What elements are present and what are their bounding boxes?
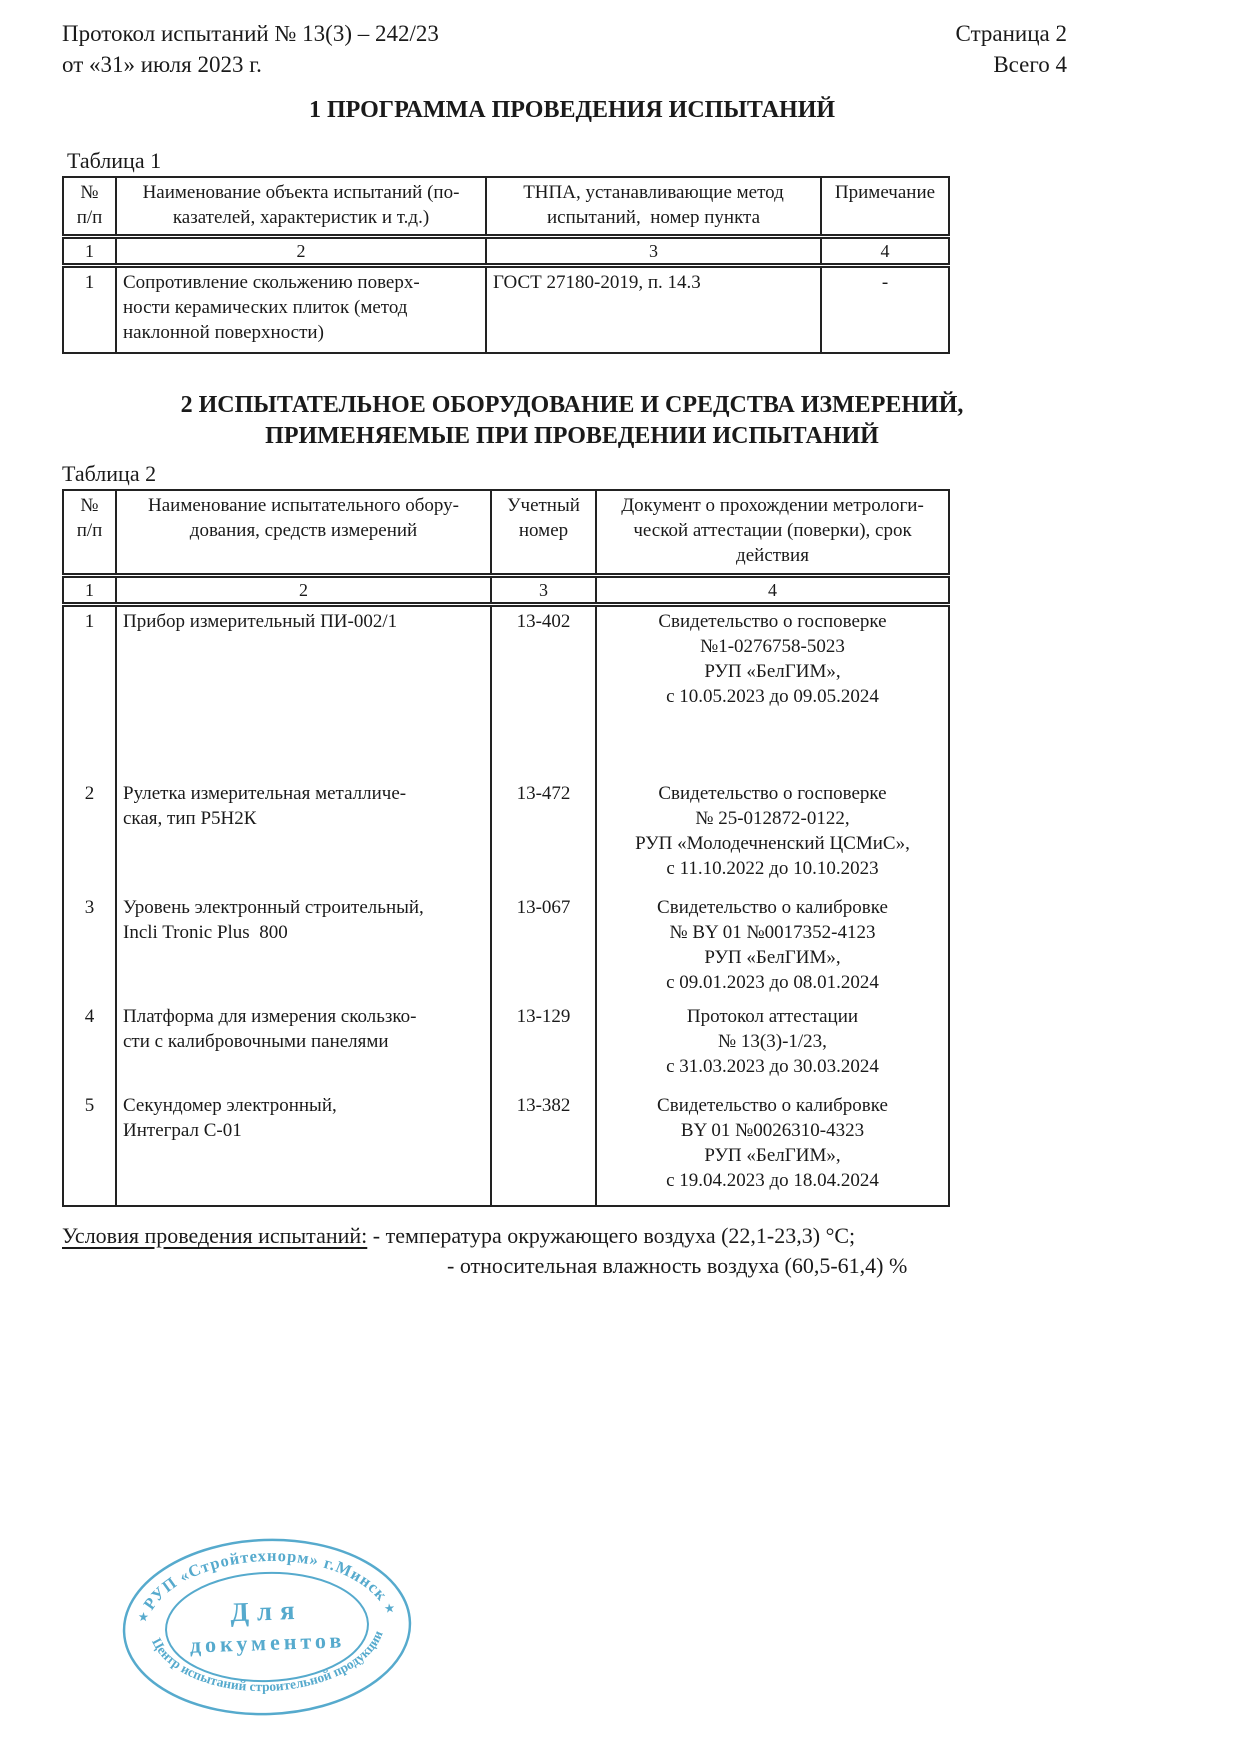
text-line: Интеграл С-01 (123, 1120, 242, 1141)
column-number-cell: 2 (116, 237, 486, 266)
table2-column-numbers-row (63, 576, 949, 605)
text-line: № (80, 182, 99, 203)
text-line: наклонной поверхности) (123, 322, 324, 343)
text-line: Свидетельство о калибровке (657, 897, 888, 918)
section1-title: 1 ПРОГРАММА ПРОВЕДЕНИЯ ИСПЫТАНИЙ (308, 97, 836, 123)
text-line: Свидетельство о госповерке (658, 783, 887, 804)
section2-title-line2: ПРИМЕНЯЕМЫЕ ПРИ ПРОВЕДЕНИИ ИСПЫТАНИЙ (265, 423, 879, 449)
protocol-date-line: от «31» июля 2023 г. (62, 52, 262, 77)
test-program-table (62, 176, 950, 354)
document-cell (596, 605, 949, 780)
row-number-cell: 1 (84, 611, 95, 632)
table2-row (63, 605, 949, 780)
account-number-cell: 13-129 (491, 1002, 596, 1091)
conditions-label: Условия проведения испытаний: (62, 1223, 368, 1248)
row-number-cell: 2 (84, 783, 95, 804)
column-number-cell: 4 (596, 576, 949, 605)
equipment-table (62, 489, 950, 1207)
text-line: номер (518, 520, 569, 541)
account-number-cell: 13-382 (491, 1091, 596, 1206)
column-number-cell: 3 (486, 237, 821, 266)
text-line: № 25-012872-0122, (695, 808, 850, 829)
table1-row (63, 266, 949, 354)
text-line: ности керамических плиток (метод (123, 297, 408, 318)
table2-label: Таблица 2 (62, 461, 157, 486)
protocol-header-block (62, 18, 439, 80)
text-line: действия (736, 545, 809, 566)
text-line: испытаний, номер пункта (546, 207, 761, 228)
table2-header-row (63, 490, 949, 576)
equipment-name-cell (116, 1091, 491, 1206)
text-line: РУП «Молодечненский ЦСМиС», (635, 833, 910, 854)
account-number-cell: 13-067 (491, 893, 596, 1002)
table1-header-row (63, 177, 949, 237)
text-line: казателей, характеристик и т.д.) (172, 207, 430, 228)
table2-header-name (116, 490, 491, 576)
section2-title-line1: 2 ИСПЫТАТЕЛЬНОЕ ОБОРУДОВАНИЕ И СРЕДСТВА ИЗМЕРЕНИЙ, (180, 392, 964, 418)
text-line: № 13(3)-1/23, (718, 1031, 827, 1052)
text-line: РУП «БелГИМ», (704, 661, 841, 682)
tnpa-cell: ГОСТ 27180-2019, п. 14.3 (486, 266, 821, 354)
table1-label: Таблица 1 (67, 148, 162, 173)
pagination-block (956, 18, 1067, 80)
document-cell (596, 1002, 949, 1091)
table2-header-num (63, 490, 116, 576)
test-conditions (62, 1221, 1082, 1281)
section2-title (62, 390, 1082, 452)
stamp-top-arc-text: ٭ РУП «Стройтехнорм» г.Минск ٭ (132, 1545, 401, 1625)
account-number-cell: 13-472 (491, 779, 596, 893)
row-number-cell: 1 (84, 272, 95, 293)
stamp-center-text-line2: документов (189, 1627, 346, 1658)
text-line: Прибор измерительный ПИ-002/1 (123, 611, 398, 632)
text-line: Рулетка измерительная металличе- (123, 783, 407, 804)
text-line: с 19.04.2023 до 18.04.2024 (666, 1170, 879, 1191)
table1-header-note (821, 177, 949, 237)
equipment-name-cell (116, 779, 491, 893)
table2-row (63, 779, 949, 893)
row-number-cell: 4 (84, 1006, 95, 1027)
total-pages: Всего 4 (993, 52, 1067, 77)
equipment-name-cell (116, 893, 491, 1002)
column-number-cell: 2 (116, 576, 491, 605)
text-line: Incli Tronic Plus 800 (123, 922, 288, 943)
table2-header-account (491, 490, 596, 576)
text-line: РУП «БелГИМ», (704, 947, 841, 968)
page-header (62, 18, 1180, 80)
row-number-cell: 3 (84, 897, 95, 918)
account-number-cell: 13-402 (491, 605, 596, 780)
text-line: Наименование испытательного обору- (148, 495, 459, 516)
stamp-center-text-line1: Для (229, 1594, 304, 1628)
text-line: Наименование объекта испытаний (по- (142, 182, 460, 203)
text-line: Протокол аттестации (686, 1006, 859, 1027)
protocol-number-line: Протокол испытаний № 13(3) – 242/23 (62, 21, 439, 46)
text-line: Свидетельство о госповерке (658, 611, 887, 632)
text-line: Учетный (507, 495, 580, 516)
column-number-cell: 3 (491, 576, 596, 605)
text-line: Документ о прохождении метрологи- (621, 495, 924, 516)
column-number-cell: 4 (821, 237, 949, 266)
text-line: ТНПА, устанавливающие метод (523, 182, 784, 203)
text-line: п/п (76, 207, 103, 228)
text-line: Сопротивление скольжению поверх- (123, 272, 420, 293)
text-line: Уровень электронный строительный, (123, 897, 424, 918)
text-line: ческой аттестации (поверки), срок (633, 520, 912, 541)
conditions-humidity: - относительная влажность воздуха (60,5-61,4) % (447, 1253, 908, 1278)
stamp-bottom-arc-text: Центр испытаний строительной продукции (149, 1628, 386, 1695)
object-name-cell (116, 266, 486, 354)
text-line: № (80, 495, 99, 516)
equipment-name-cell (116, 605, 491, 780)
table1-column-numbers-row (63, 237, 949, 266)
note-cell: - (821, 266, 949, 354)
text-line: ская, тип Р5Н2К (123, 808, 257, 829)
table2-row (63, 1091, 949, 1206)
column-number-cell: 1 (63, 237, 116, 266)
document-cell (596, 1091, 949, 1206)
document-cell (596, 893, 949, 1002)
row-number-cell: 5 (84, 1095, 95, 1116)
page-number: Страница 2 (955, 21, 1067, 46)
text-line: РУП «БелГИМ», (704, 1145, 841, 1166)
table1-header-name (116, 177, 486, 237)
column-number-cell: 1 (63, 576, 116, 605)
equipment-name-cell (116, 1002, 491, 1091)
table2-header-doc (596, 490, 949, 576)
table1-header-tnpa (486, 177, 821, 237)
document-body (62, 95, 1082, 1281)
table1-header-num (63, 177, 116, 237)
text-line: Примечание (834, 182, 936, 203)
text-line: № BY 01 №0017352-4123 (669, 922, 876, 943)
text-line: с 10.05.2023 до 09.05.2024 (666, 686, 879, 707)
text-line: BY 01 №0026310-4323 (680, 1120, 865, 1141)
document-cell (596, 779, 949, 893)
text-line: с 09.01.2023 до 08.01.2024 (666, 972, 879, 993)
conditions-temperature: - температура окружающего воздуха (22,1-23,3) °С; (372, 1223, 856, 1248)
text-line: №1-0276758-5023 (700, 636, 845, 657)
text-line: Свидетельство о калибровке (657, 1095, 888, 1116)
table2-row (63, 893, 949, 1002)
text-line: дования, средств измерений (189, 520, 418, 541)
text-line: Платформа для измерения скользко- (123, 1006, 417, 1027)
text-line: сти с калибровочными панелями (123, 1031, 389, 1052)
text-line: Секундомер электронный, (123, 1095, 337, 1116)
text-line: п/п (76, 520, 103, 541)
text-line: с 31.03.2023 до 30.03.2024 (666, 1056, 879, 1077)
table2-row (63, 1002, 949, 1091)
document-stamp (117, 1531, 417, 1723)
conditions-line1 (62, 1221, 1082, 1251)
text-line: с 11.10.2022 до 10.10.2023 (666, 858, 879, 879)
